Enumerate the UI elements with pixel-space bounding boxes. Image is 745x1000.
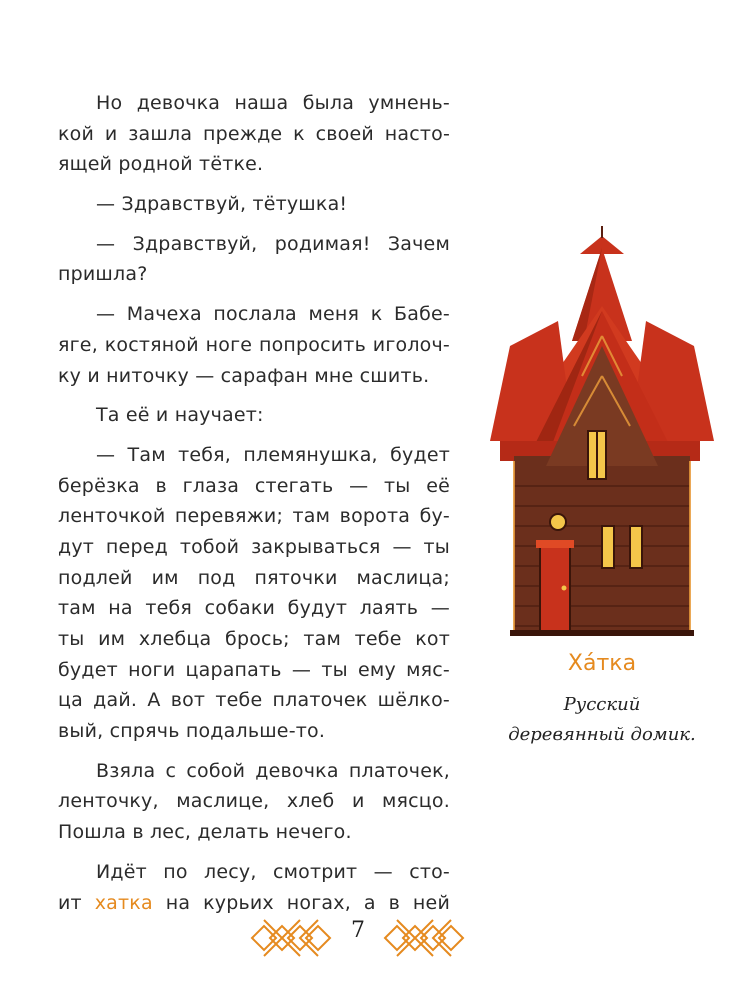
text-line: Пошла в лес, делать нечего.: [58, 821, 352, 844]
text-line: Взяла с собой девочка платочек,: [96, 759, 450, 782]
text-line: там на тебя собаки будут лаять —: [58, 597, 450, 620]
text-line: Идёт по лесу, смотрит — сто-: [96, 860, 450, 883]
text-line: — Там тебя, племянушка, будет: [96, 443, 450, 466]
text-line: ца дай. А вот тебе платочек шёлко-: [58, 689, 450, 712]
text-line: Но девочка наша была умнень-: [96, 92, 450, 114]
text-line: ленточку, маслице, хлеб и мясцо.: [58, 790, 450, 813]
text-line: ку и ниточку — сарафан мне сшить.: [58, 364, 430, 387]
text-line: — Здравствуй, родимая! Зачем: [96, 232, 450, 255]
text-line: дут перед тобой закрываться — ты: [58, 535, 450, 558]
text-line: берёзка в глаза стегать — ты её: [58, 474, 450, 497]
glossary-title: Ха́тка: [567, 651, 637, 676]
text-line: ты им хлебца брось; там тебе кот: [58, 628, 450, 650]
text-line: подлей им под пяточки маслица;: [58, 566, 450, 589]
text-line: яге, костяной ноге попросить иголоч-: [58, 333, 450, 356]
glossary-term: хатка: [94, 891, 153, 914]
glossary-definition-line: Русский: [563, 694, 641, 715]
text-line: ящей родной тётке.: [58, 153, 264, 176]
text-line: вый, спрячь подальше-то.: [58, 720, 326, 743]
glossary-definition-line: деревянный домик.: [508, 724, 696, 745]
text-line: Та её и научает:: [96, 404, 264, 427]
story-text: [58, 88, 450, 918]
text-line: кой и зашла прежде к своей насто-: [58, 122, 450, 145]
text-fragment: на курьих ногах, а в ней: [152, 891, 450, 914]
text-line: — Мачеха послала меня к Бабе-: [96, 303, 450, 326]
wooden-house-illustration: [484, 226, 720, 646]
text-line: ленточкой перевяжи; там ворота бу-: [58, 505, 450, 528]
text-fragment: ит: [58, 891, 95, 914]
text-line: пришла?: [58, 263, 148, 286]
text-line: — Здравствуй, тётушка!: [96, 193, 348, 216]
glossary-definition: [484, 690, 720, 750]
text-line: будет ноги царапать — ты ему мяс-: [58, 658, 450, 681]
page-number: 7: [351, 918, 365, 943]
